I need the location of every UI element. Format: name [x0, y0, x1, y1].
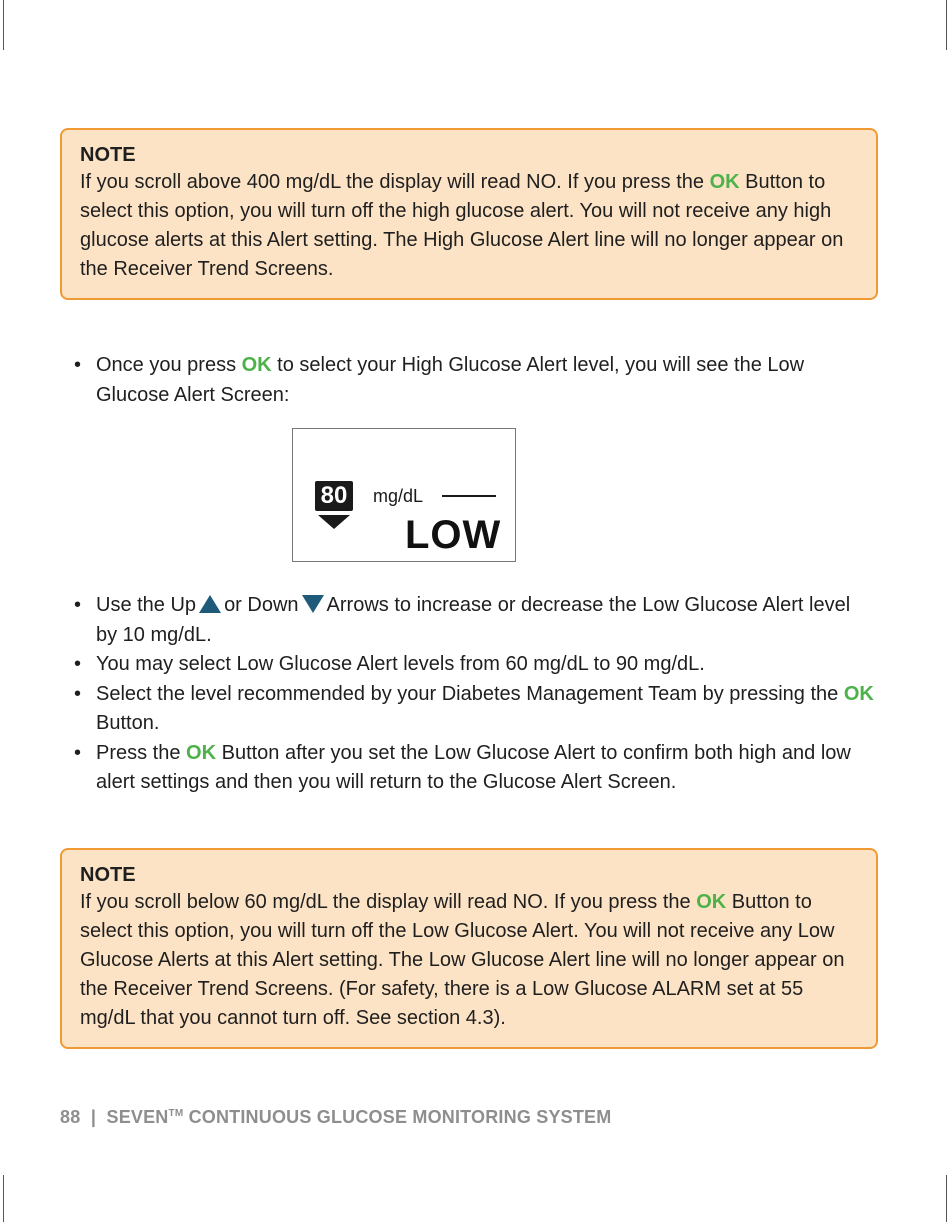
page-footer [60, 1107, 611, 1128]
down-arrow-icon [302, 595, 324, 613]
crop-mark-top-left [3, 0, 4, 50]
bullet-dot: • [74, 741, 82, 764]
list-item: • Select the level recommended by your Diabetes Management Team by pressing the OK Button. [74, 680, 874, 739]
low-glucose-alert-screen [292, 428, 516, 562]
trademark: TM [168, 1108, 184, 1119]
list-item: • Once you press OK to select your High Glucose Alert level, you will see the Low Glucose Alert Screen: [74, 351, 874, 410]
bullet-list-instructions [74, 591, 874, 798]
footer-separator: | [90, 1107, 97, 1127]
ok-label: OK [696, 891, 727, 913]
unit-label: mg/dL [373, 486, 424, 506]
bullet-dot: • [74, 653, 82, 675]
ok-label: OK [186, 741, 217, 764]
note-title: NOTE [80, 144, 136, 166]
crop-mark-bottom-left [3, 1175, 4, 1222]
ok-label: OK [709, 171, 740, 193]
alert-line [442, 495, 496, 497]
crop-mark-bottom-right [946, 1175, 947, 1222]
footer-title: CONTINUOUS GLUCOSE MONITORING SYSTEM [188, 1107, 612, 1127]
page-number: 88 [60, 1107, 81, 1127]
bullet-dot: • [74, 594, 82, 616]
up-arrow-icon [199, 595, 221, 613]
note-box-low-alert [60, 848, 878, 1049]
crop-mark-top-right [946, 0, 947, 50]
note-text: If you scroll below 60 mg/dL the display will read NO. If you press the OK Button to select this option, you will turn off the Low Glucose Alert. You will not receive any Low Glucose Alerts at this Alert setting. The Low Glucose Alert line will no longer appear on the Receiver Trend Screens. (For safety, there is a Low Glucose ALARM set at 55 mg/dL that you cannot turn off. See section 4.3). [80, 891, 845, 1029]
low-label: LOW [405, 513, 502, 557]
down-triangle-icon [318, 515, 350, 529]
footer-brand: SEVEN [106, 1107, 169, 1127]
note-text: If you scroll above 400 mg/dL the display will read NO. If you press the OK Button to select this option, you will turn off the high glucose alert. You will not receive any high glucose alerts at this Alert setting. The High Glucose Alert line will no longer appear on the Receiver Trend Screens. [80, 171, 844, 280]
list-item: • Use the Up or Down Arrows to increase or decrease the Low Glucose Alert level by 10 mg/dL. [74, 591, 874, 650]
bullet-dot: • [74, 354, 82, 376]
alert-value: 80 [315, 481, 353, 511]
bullet-list-intro [74, 351, 874, 410]
ok-label: OK [241, 354, 272, 376]
bullet-dot: • [74, 682, 82, 705]
list-item: • Press the OK Button after you set the Low Glucose Alert to confirm both high and low alert settings and then you will return to the Glucose Alert Screen. [74, 739, 874, 798]
list-item: • You may select Low Glucose Alert levels from 60 mg/dL to 90 mg/dL. [74, 650, 874, 680]
ok-label: OK [843, 682, 874, 705]
note-box-high-alert [60, 128, 878, 300]
note-title: NOTE [80, 864, 136, 886]
